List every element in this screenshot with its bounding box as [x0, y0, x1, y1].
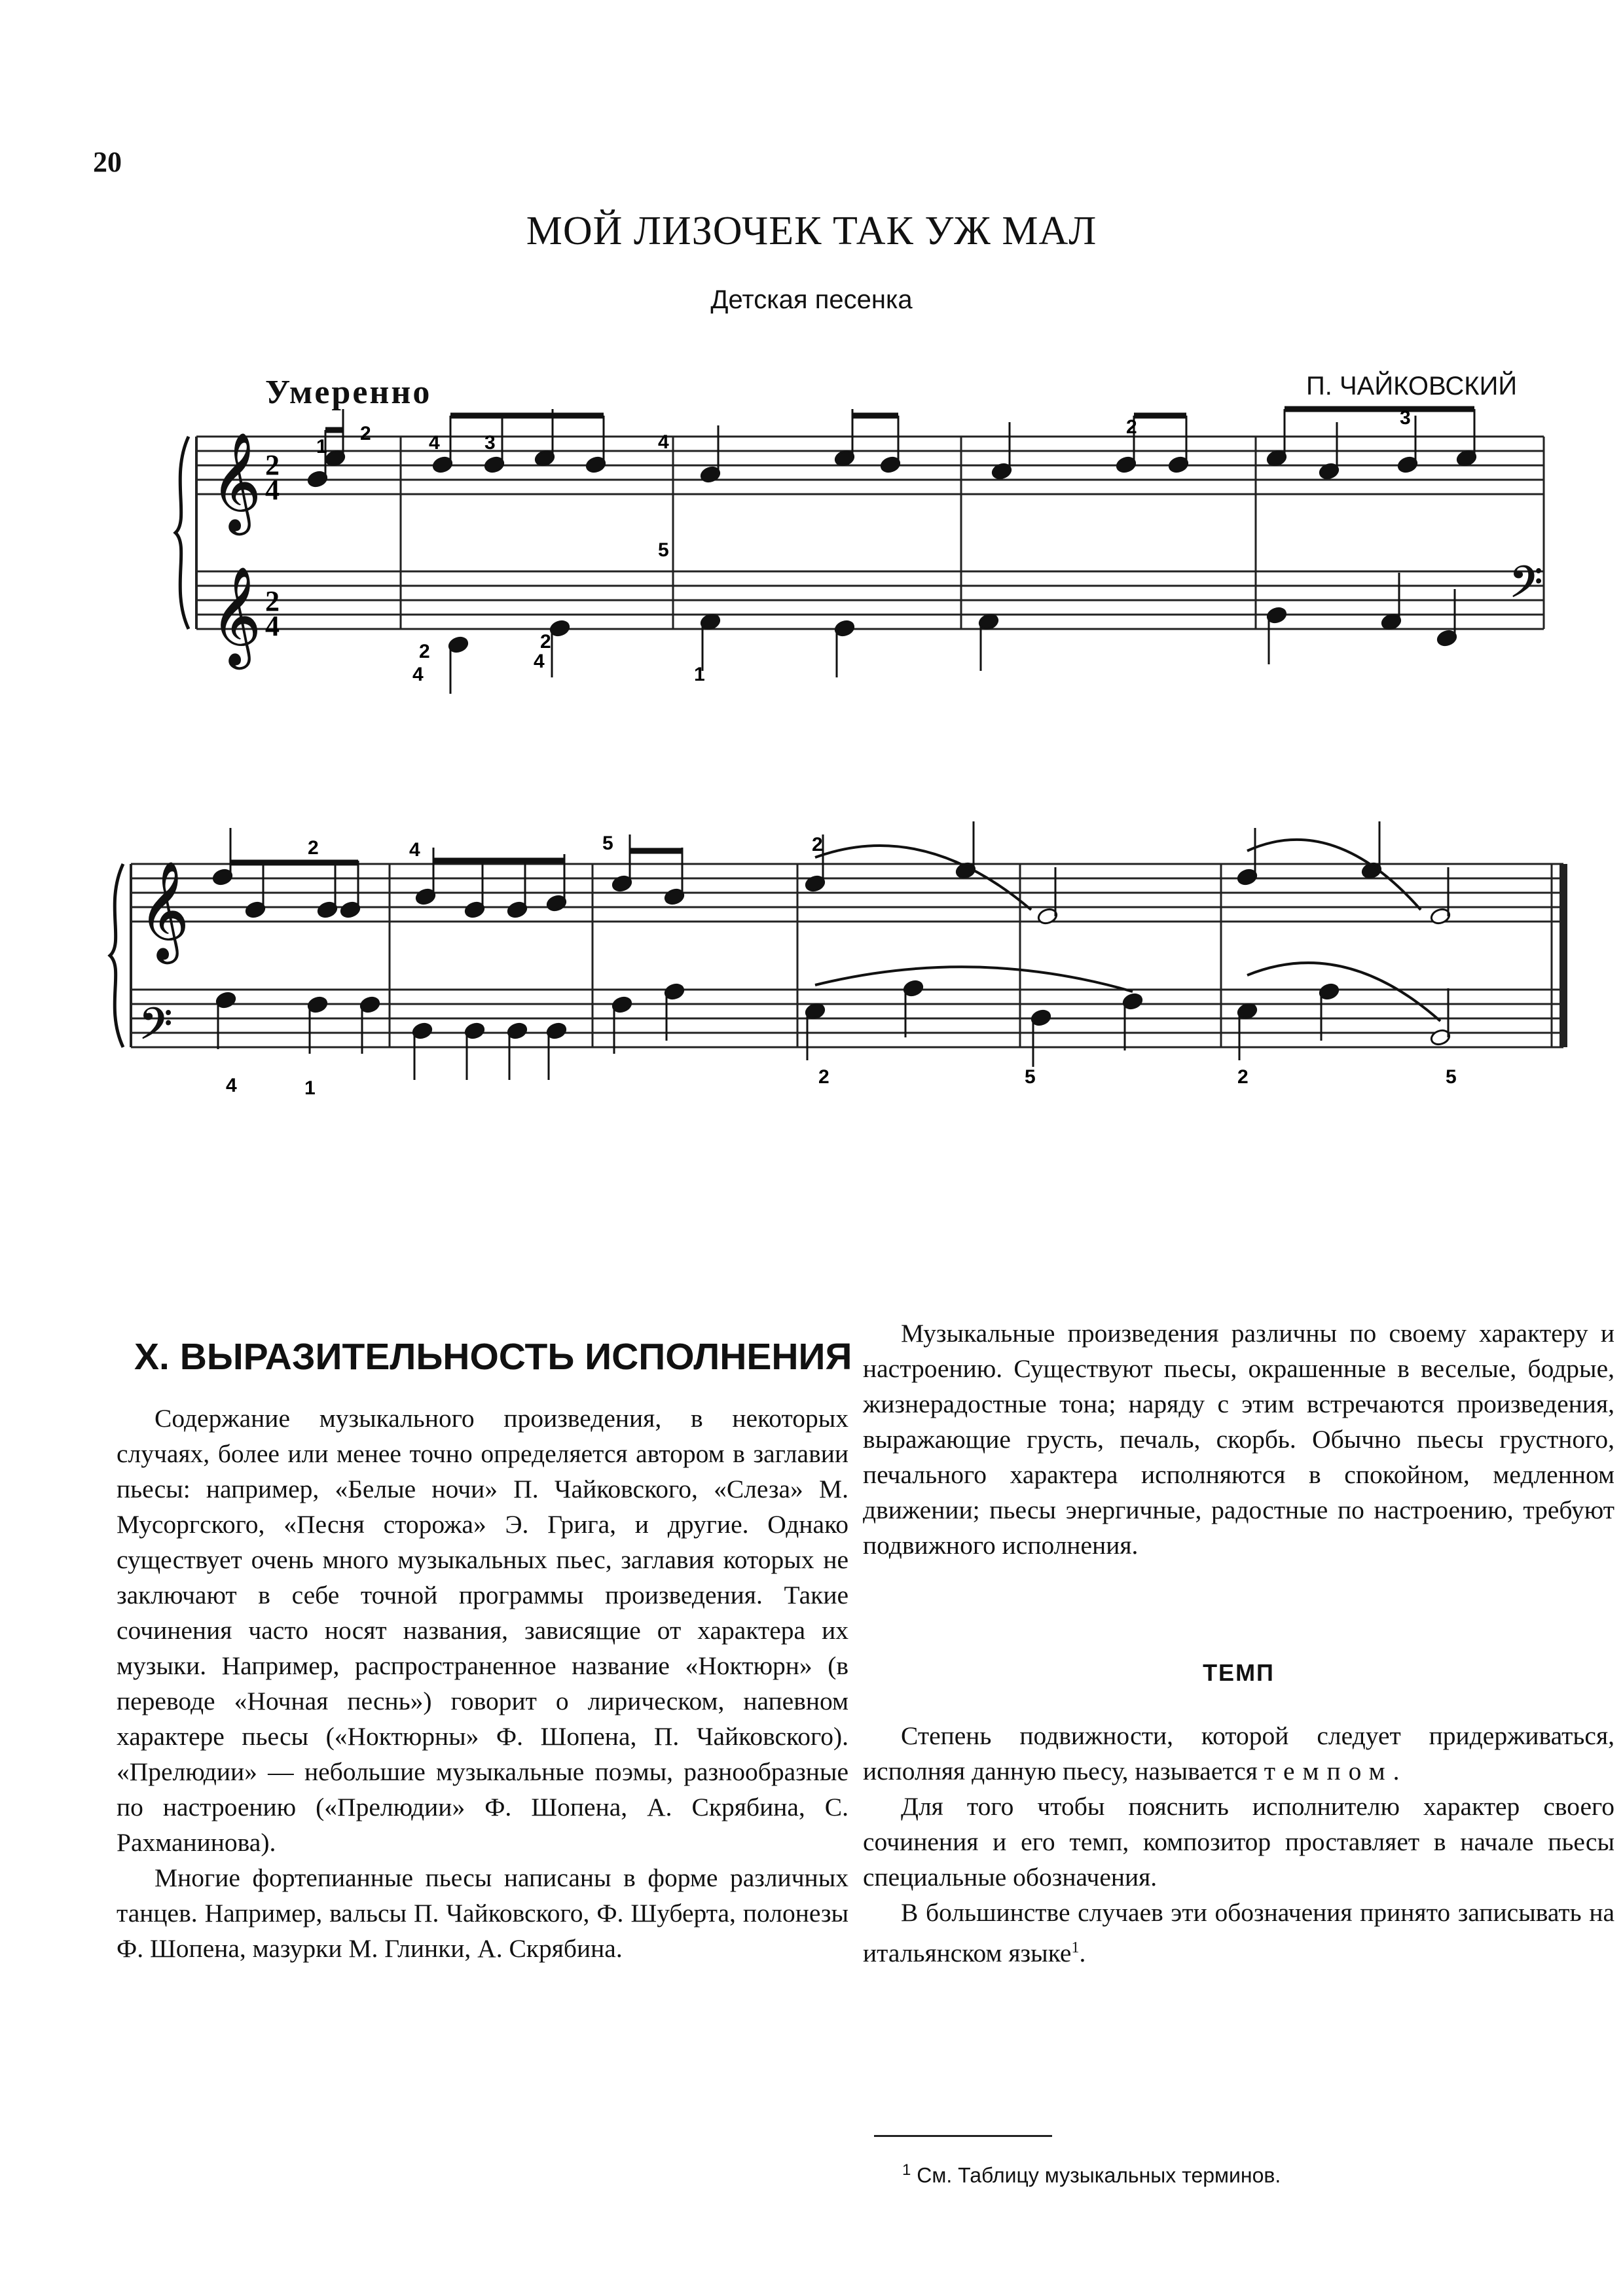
fingering: 1	[316, 436, 327, 457]
time-signature-bass	[265, 585, 280, 642]
fingering: 4	[429, 432, 440, 454]
fingering: 2	[540, 631, 551, 653]
staff-lines	[110, 437, 1563, 1047]
fingering: 2	[1126, 416, 1137, 438]
time-sig-bottom: 4	[265, 474, 280, 506]
fingering: 3	[484, 432, 496, 454]
left-column	[117, 1401, 848, 1966]
time-sig-bottom-bass: 4	[265, 610, 280, 642]
treble-clef: 𝄞	[139, 860, 189, 960]
tempo-marking: Умеренно	[265, 374, 432, 411]
fingering: 5	[602, 833, 613, 854]
tempo-heading: ТЕМП	[1203, 1659, 1275, 1686]
brace	[110, 864, 123, 1047]
bass-clef: 𝄢	[1509, 557, 1543, 618]
fingering: 2	[308, 837, 319, 859]
fingering: 2	[360, 423, 371, 444]
fingering: 3	[1400, 407, 1411, 429]
fingering: 1	[694, 664, 705, 685]
fingering: 4	[226, 1075, 237, 1096]
song-title: МОЙ ЛИЗОЧЕК ТАК УЖ МАЛ	[526, 209, 1097, 253]
composer: П. ЧАЙКОВСКИЙ	[1306, 372, 1518, 401]
slur	[1247, 963, 1440, 1021]
fingering: 2	[419, 641, 430, 662]
section-heading: X. ВЫРАЗИТЕЛЬНОСТЬ ИСПОЛНЕНИЯ	[134, 1336, 852, 1378]
footnote-ref: 1	[1071, 1939, 1080, 1956]
paragraph: В большинстве случаев эти обозначения принято записывать на итальянском языке$^1$.	[863, 1898, 1614, 1968]
treble-clef: 𝄞	[211, 565, 261, 665]
song-subtitle: Детская песенка	[710, 285, 913, 314]
brace	[175, 437, 189, 629]
fingering: 5	[658, 539, 669, 561]
tempo-definition: Степень подвижности, которой следует придерживаться, исполняя данную пьесу, называется	[863, 1721, 1614, 1785]
paragraph: Музыкальные произведения различны по своему характеру и настроению. Существуют пьесы, окрашенные в веселые, бодрые, жизнерадостные тона; наряду с этим встречаются произведения, выражающие грусть, печаль, скорбь. Обычно пьесы грустного, печального характера исполняются в спокойном, медленном движении; пьесы энергичные, радостные по настроению, требуют подвижного исполнения.	[863, 1319, 1614, 1560]
footnote-text: См. Таблицу музыкальных терминов.	[917, 2163, 1281, 2187]
fingering: 4	[412, 664, 424, 685]
fingering: 5	[1025, 1066, 1036, 1088]
time-signature-treble	[265, 449, 280, 506]
slur	[1247, 840, 1421, 910]
fingering: 1	[304, 1077, 316, 1099]
paragraph: Степень подвижности, которой следует придерживаться, исполняя данную пьесу, называется темпом.	[863, 1721, 1614, 1785]
page-number: 20	[93, 146, 122, 178]
tempo-term: темпом	[1264, 1757, 1393, 1785]
time-sig-top-bass: 2	[265, 585, 280, 617]
right-column	[863, 1316, 1614, 1563]
footnote-mark: 1	[902, 2161, 911, 2179]
fingering: 2	[818, 1066, 830, 1088]
footnote-rule	[874, 2135, 1052, 2137]
fingering: 2	[1237, 1066, 1249, 1088]
tempo-column	[863, 1718, 1614, 1971]
time-sig-top: 2	[265, 449, 280, 481]
slur	[815, 967, 1133, 992]
bass-clef: 𝄢	[139, 999, 173, 1060]
treble-clef: 𝄞	[211, 431, 261, 531]
paragraph: Многие фортепианные пьесы написаны в форме различных танцев. Например, вальсы П. Чайковского, Ф. Шуберта, полонезы Ф. Шопена, мазурки М. Глинки, А. Скрябина.	[117, 1863, 848, 1963]
fingering: 4	[658, 431, 669, 453]
fingering: 4	[409, 839, 420, 861]
italian-note: В большинстве случаев эти обозначения принято записывать на итальянском языке	[863, 1898, 1614, 1968]
paragraph: Для того чтобы пояснить исполнителю характер своего сочинения и его темп, композитор проставляет в начале пьесы специальные обозначения.	[863, 1792, 1614, 1892]
music-score	[0, 0, 1623, 1145]
paragraph: Содержание музыкального произведения, в некоторых случаях, более или менее точно определяется автором в заглавии пьесы: например, «Белые ночи» П. Чайковского, «Слеза» М. Мусоргского, «Песня сторожа» Э. Грига, и другие. Однако существует очень много музыкальных пьес, заглавия которых не заключают в себе точной программы произведения. Такие сочинения часто носят названия, зависящие от характера их музыки. Например, распространенное название «Ноктюрн» (в переводе «Ночная песнь») говорит о лирическом, напевном характере пьесы («Ноктюрны» Ф. Шопена, П. Чайковского). «Прелюдии» — небольшие музыкальные поэмы, разнообразные по настроению («Прелюдии» Ф. Шопена, А. Скрябина, С. Рахманинова).	[117, 1404, 848, 1857]
notation	[139, 409, 1542, 1080]
fingering: 2	[812, 834, 823, 855]
fingerings	[226, 407, 1457, 1099]
footnote	[902, 2161, 1281, 2188]
fingering: 5	[1446, 1066, 1457, 1088]
fingering: 4	[534, 651, 545, 672]
